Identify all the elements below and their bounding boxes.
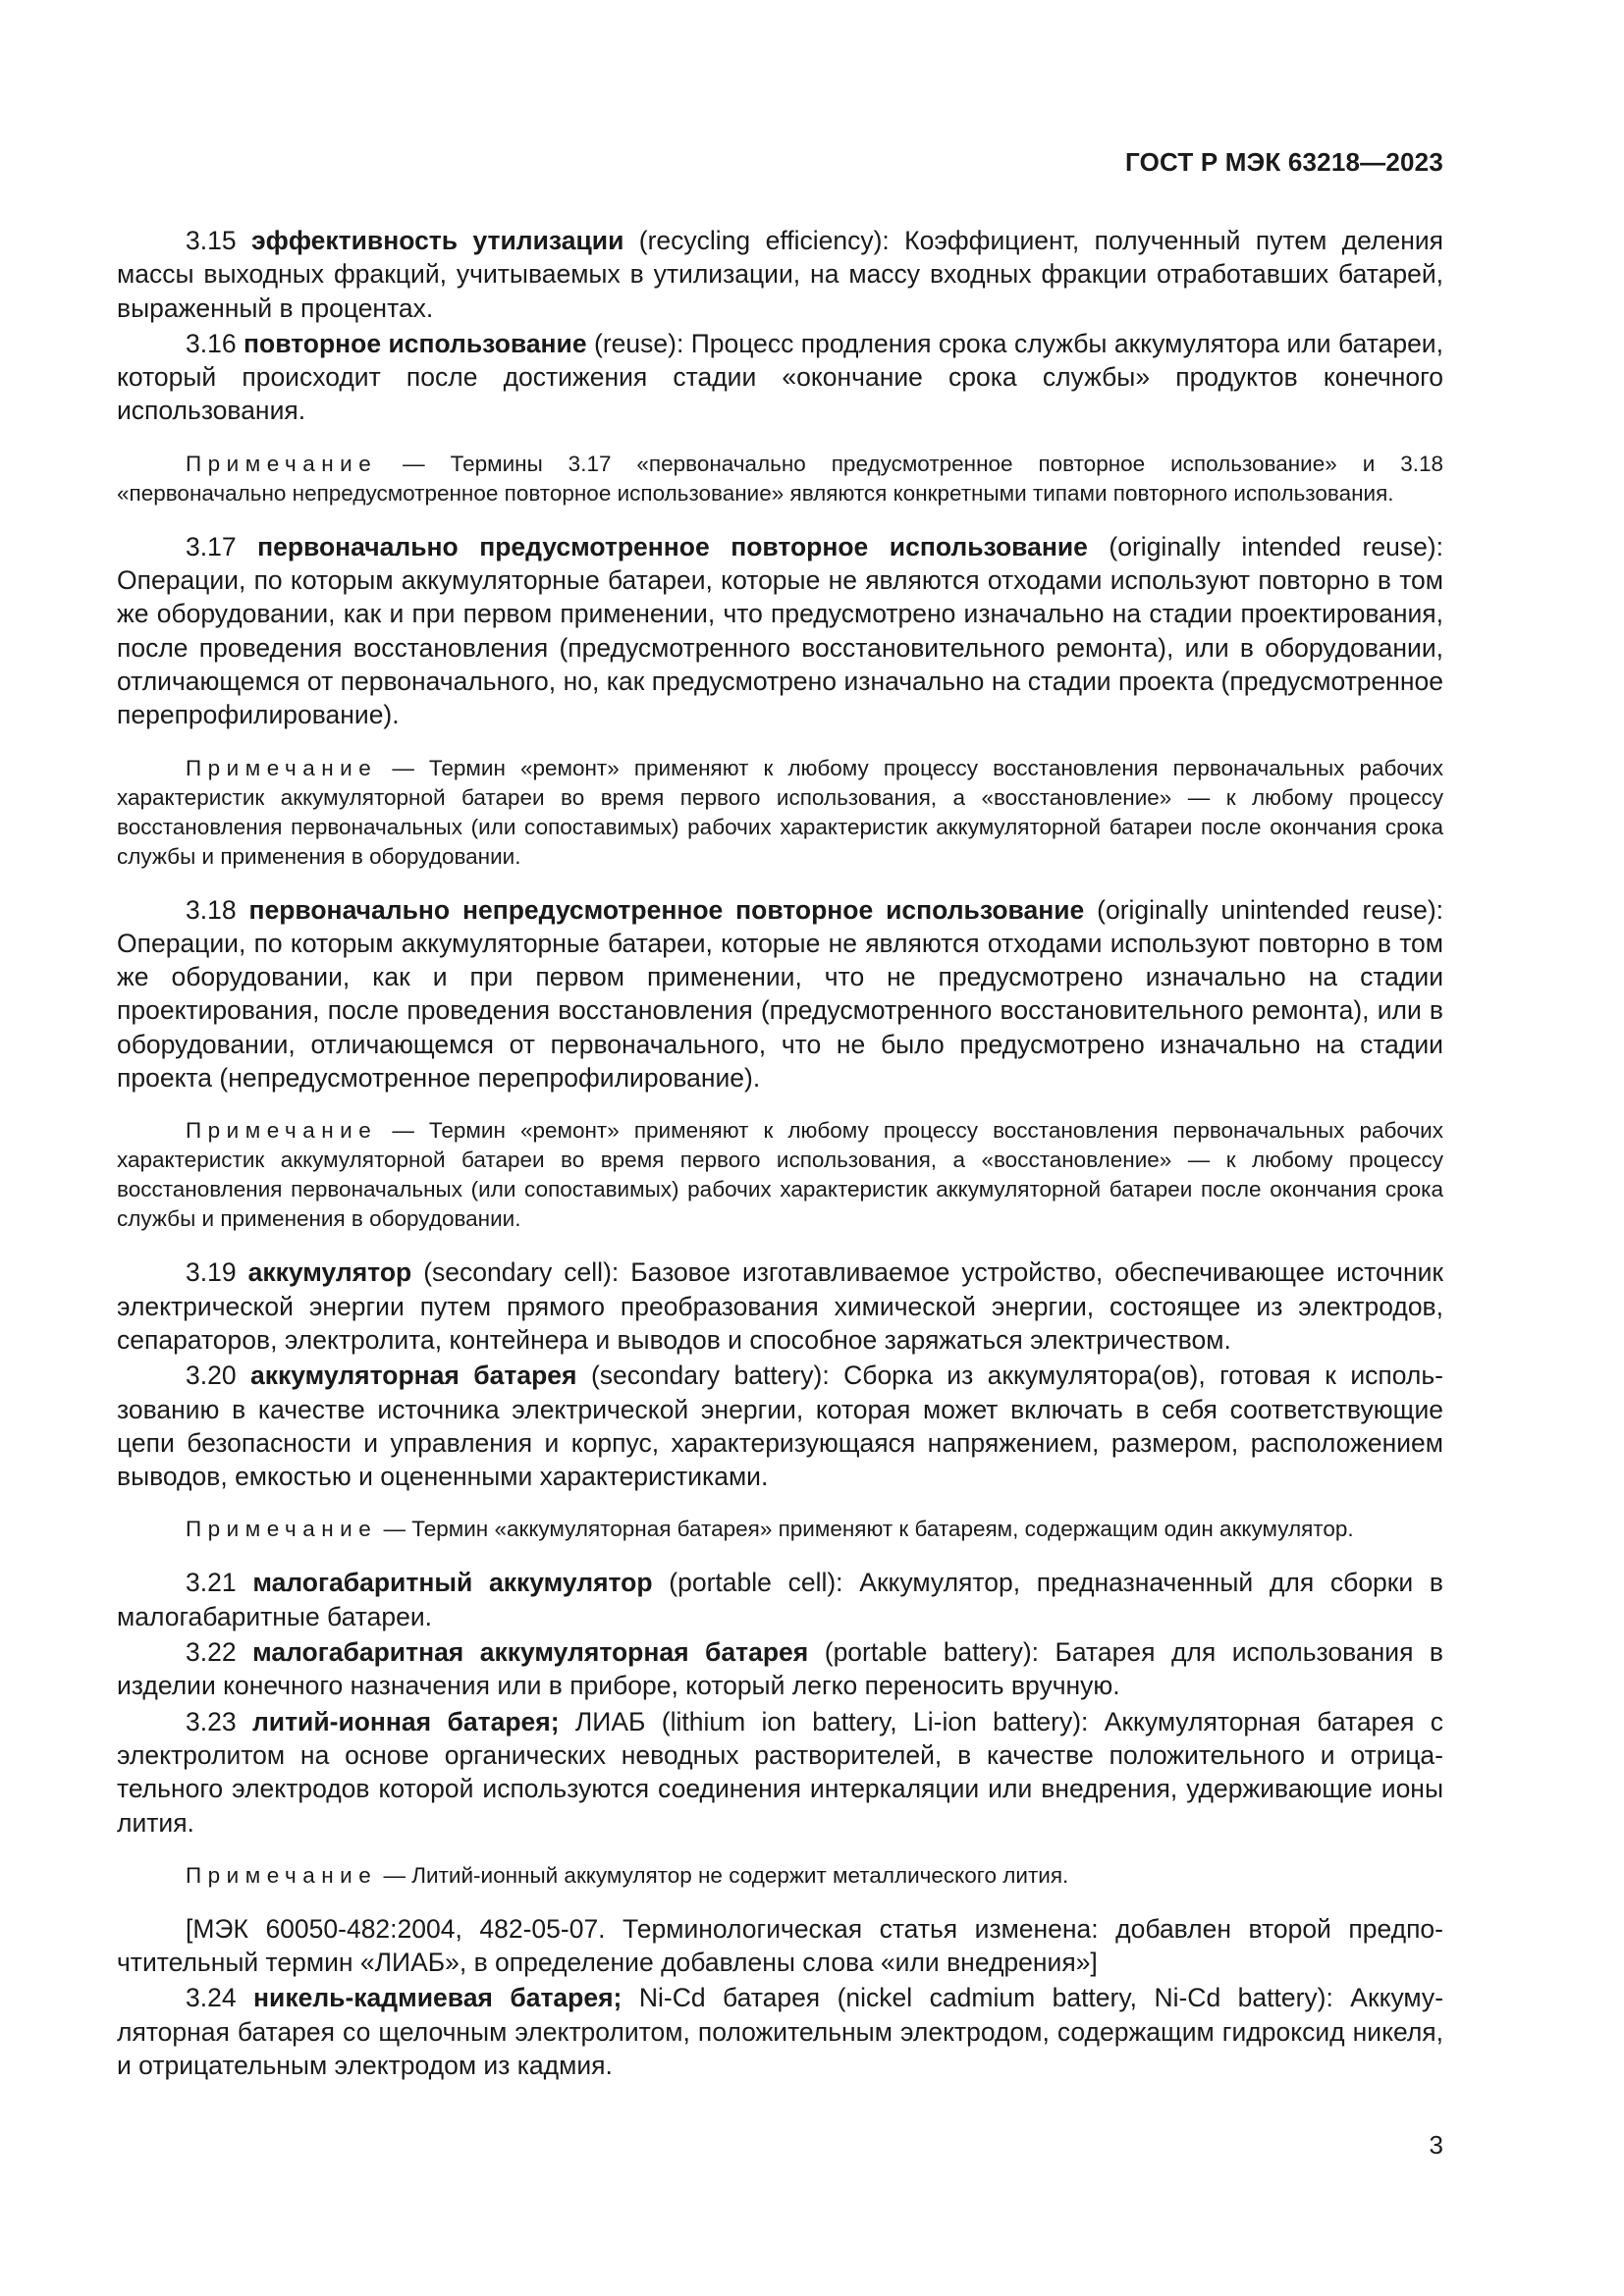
term-definition: Ni-Cd батарея (nickel cadmium battery, Ni-Cd battery): Аккумуляторная батарея со щелочным электролитом, положительным электродом, содержащим гидроксид никеля, и отрицательным электродом из кадмия. [117,1983,1444,2080]
term-definition: (originally unintended reuse): Операции, по которым аккумуляторные батареи, которые не являются отходами используют повторно в том же оборудовании, как и при первом применении, что не предусмотрено изначально на стадии проектирования, после проведения восстановления (предусмотренного восстановительного ремонта), или в оборудовании, отличающемся от первоначального, что не было предусмотрено изначально на стадии проекта (непредусмотренное перепрофилирование). [117,894,1444,1094]
term-definition: (portable cell): Аккумулятор, предназначенный для сборки в малогабаритные батареи. [117,1568,1443,1631]
entry-number: 3.18 [186,894,237,925]
note-label: Примечание [186,1862,378,1888]
note-text: — Литий-ионный аккумулятор не содержит металлического лития. [377,1862,1069,1888]
term-definition: (secondary cell): Базовое изготавливаемое устройство, обеспечивающее источник электрической энергии путем прямого преобразования химической энергии, состоящее из электродов, сепараторов, электролита, контейнера и выводов и способное заряжаться электричеством. [117,1257,1443,1355]
note-text: — Термин «аккумуляторная батарея» применяют к батареям, содержащим один аккумулятор. [377,1517,1354,1542]
entry-number: 3.20 [186,1361,237,1391]
entry-number: 3.22 [186,1637,237,1668]
term-name: повторное использование [244,328,587,358]
term-name: эффективность утилизации [251,226,624,255]
note-label: Примечание [186,1118,378,1144]
term-name: аккумуляторная батарея [250,1361,577,1391]
note-3-23 [117,1861,1443,1891]
note-3-20 [117,1515,1443,1544]
term-definition: (portable battery): Батарея для использования в изделии конечного назначения или в приборе, который легко переносить вручную. [117,1637,1443,1701]
entry-number: 3.23 [186,1706,237,1736]
page-number: 3 [1429,2130,1443,2160]
term-name: первоначально предусмотренное повторное использование [257,531,1088,561]
entry-number: 3.15 [186,226,237,255]
entry-number: 3.21 [186,1568,237,1598]
term-name: аккумулятор [247,1257,412,1288]
note-text: — Термин «ремонт» применяют к любому процессу восстановления первоначальных рабочих характеристик аккумуляторной батареи во время первого использования, а «восстановление» — к любому процессу восстановления первоначальных (или сопоставимых) рабочих характеристик аккумуляторной батареи после окончания срока службы и применения в оборудовании. [117,755,1443,869]
term-entry-3-17 [117,530,1443,732]
note-label: Примечание [186,755,378,780]
note-3-18 [117,1116,1443,1234]
term-entry-3-24 [117,1981,1443,2082]
entry-number: 3.24 [186,1983,237,2013]
term-entry-3-21 [117,1566,1443,1633]
term-entry-3-23 [117,1705,1443,1840]
document-body [117,224,1443,2082]
term-name: первоначально непредусмотренное повторное использование [248,894,1085,925]
term-entry-3-15 [117,224,1443,325]
entry-number: 3.19 [186,1257,237,1288]
note-3-17 [117,754,1443,872]
term-entry-3-18 [117,893,1443,1095]
term-entry-3-16 [117,327,1443,428]
term-entry-3-22 [117,1635,1443,1703]
term-definition: (secondary battery): Сборка из аккумулятора(ов), готовая к использованию в качестве источника электрической энергии, которая может включать в себя соответствующие цепи безопасности и управления и корпус, характеризующаяся напряжением, размером, расположением выводов, емкостью и оцененными характеристиками. [117,1361,1443,1492]
standard-header: ГОСТ Р МЭК 63218—2023 [1124,147,1443,177]
term-definition: ЛИАБ (lithium ion battery, Li-ion battery): Аккумуляторная батарея с электролитом на основе органических неводных растворителей, в качестве положительного и отрицательного электродов которой используются соединения интеркаляции или внедрения, удерживающие ионы лития. [117,1706,1443,1838]
term-name: никель-кадмиевая батарея; [253,1983,623,2013]
entry-number: 3.16 [186,328,237,358]
term-entry-3-20 [117,1359,1443,1493]
source-reference-3-23: [МЭК 60050-482:2004, 482-05-07. Терминологическая статья изменена: добавлен второй предпочтительный термин «ЛИАБ», в определение добавлены слова «или внедрения»] [117,1913,1443,1978]
term-entry-3-19 [117,1255,1443,1357]
note-text: — Термин «ремонт» применяют к любому процессу восстановления первоначальных рабочих характеристик аккумуляторной батареи во время первого использования, а «восстановление» — к любому процессу восстановления первоначальных (или сопоставимых) рабочих характеристик аккумуляторной батареи после окончания срока службы и применения в оборудовании. [117,1118,1443,1232]
note-3-16 [117,450,1443,508]
term-definition: (originally intended reuse): Операции, по которым аккумуляторные батареи, которые не являются отходами используют повторно в том же оборудовании, как и при первом применении, что предусмотрено изначально на стадии проектирования, после проведения восстановления (предусмотренного восстановительного ремонта), или в оборудовании, отличающемся от первоначального, но, как предусмотрено изначально на стадии проекта (предусмотренное перепрофилирование). [117,531,1443,730]
term-definition: (recycling efficiency): Коэффициент, полученный путем деления массы выходных фракций, учитываемых в утилизации, на массу входных фракции отработавших батарей, выраженный в процентах. [117,226,1443,323]
note-text: — Термины 3.17 «первоначально предусмотренное повторное использование» и 3.18 «первоначально непредусмотренное повторное использование» являются конкретными типами повторного использования. [117,451,1443,506]
entry-number: 3.17 [186,531,237,561]
note-label: Примечание [186,451,378,476]
note-label: Примечание [186,1517,378,1542]
term-definition: (reuse): Процесс продления срока службы аккумулятора или батареи, который происходит после достижения стадии «окончание срока службы» продуктов конечного использования. [117,328,1443,426]
term-name: литий-ионная батарея; [251,1706,560,1736]
term-name: малогабаритная аккумуляторная батарея [252,1637,809,1668]
term-name: малогабаритный аккумулятор [252,1568,653,1598]
